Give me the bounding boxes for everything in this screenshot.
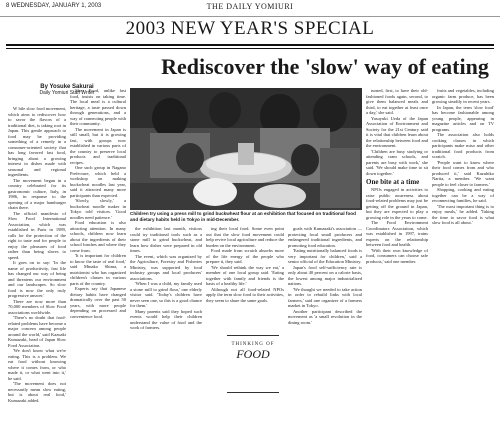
paragraph: 'With their own knowledge of food, consumers can choose safe products,' said one member. [366, 247, 428, 264]
paragraph: One such group in Nagano Prefecture, which held a workshop on making buckwheat noodles last year, said it attracted many more participants than expected. [70, 165, 126, 198]
paragraph: Shopping, cooking and eating together can be a way of reconnecting families, he said. [432, 187, 494, 203]
inset-line2: FOOD [236, 347, 270, 361]
paragraph: Yasuyuki Ueda of the Japan Association of Environment and Society for the 21st Century said it is vital that children learn about the relationship between food and the environment. [366, 115, 428, 148]
paragraph: turned, first, to have their old-fashioned foods again, second, to give them balanced meals and third, to eat together at least once a day,' she said. [366, 88, 428, 115]
paragraph: Although not all food-related NPOs apply the term slow food to their activities, they seem to share the same goals. [206, 286, 284, 303]
paragraph: 'When I was a child, my family used a stone mill to grind flour,' one elderly visitor said. 'Today's children have never seen one, so this is a good chance for them.' [130, 281, 202, 308]
paragraph: 'There's no doubt that food-related problems have become a major concern among people around the world,' said Kazuaki Kumazaki, head of Japan Slow Food Association. [8, 315, 66, 348]
paragraph: Food made from scratch absorbs more of the life energy of the people who prepare it, they said. [206, 248, 284, 264]
paragraph: 'We don't know what we're eating. This is a problem. We eat food without knowing where it comes from, or who made it, or what went into it,' he said. [8, 348, 66, 381]
paragraph: 'It is important for children to know the taste of real food,' said Minako Shima, a nutritionist who has organized children's classes in various parts of the country. [70, 253, 126, 286]
masthead-bar [0, 0, 500, 17]
section-title: 2003 NEW YEAR'S SPECIAL [125, 18, 375, 39]
article-column-7 [432, 88, 494, 434]
article-photo [130, 88, 362, 210]
section-rule [6, 44, 494, 46]
subhead-one-bite: One bite at a time [366, 178, 420, 186]
paragraph: The association also holds cooking classes in which participants make miso and other traditional food products from scratch. [432, 132, 494, 159]
paragraph: 'We thought we needed to take action in order to rebuild links with local farmers,' said one organizer of a farmers market in Tokyo. [288, 286, 362, 308]
paragraph: The Food Environment Coordinators Association, which was established in 1997, trains experts on the relationship between food and health. [366, 220, 428, 247]
section-rule-thin [6, 48, 494, 49]
paragraph: fruits and vegetables, including organic farm produce, has been growing steadily in recent years. [432, 88, 494, 104]
article-column-6 [366, 88, 428, 434]
byline-author: By Yosuke Sakurai [40, 84, 94, 90]
paragraph: Experts say that Japanese dietary habits have changed dramatically over the past 50 years, with more people depending on processed and convenience food. [70, 286, 126, 319]
article-column-3 [130, 226, 202, 434]
article-column-2 [70, 88, 126, 434]
paragraph: 'People want to know where their food comes from and who produced it,' said Kazuhiko Narita, a member. 'We want people to feel closer to farmers.' [432, 159, 494, 187]
article-headline: Rediscover the 'slow' way of eating [161, 54, 489, 79]
paragraph: 'Slowly, slowly,' a buckwheat noodle maker in Tokyo told visitors. 'Good noodles need patience.' [70, 198, 126, 220]
paragraph: ing their local food. Some even point out that the slow food movement could help revive local agriculture and reduce the burden on the environment. [206, 226, 284, 248]
paragraph: 'Eating nutritionally balanced foods is very important for children,' said a senior official of the Education Ministry. [288, 248, 362, 264]
photo-image [130, 88, 362, 210]
paragraph: goals with Kumazaki's association — protecting local small producers and endangered traditional ingredients, and promoting food education. [288, 226, 362, 248]
paragraph: The event, which was organized by the Agriculture, Forestry and Fisheries Ministry, was supported by food industry groups and local producers' associations. [130, 253, 202, 281]
paragraph: NPOs engaged in activities to raise public awareness about food-related problems may just be getting off the ground in Japan, but they are expected to play a growing role in the years to come. [366, 187, 428, 220]
paragraph: 'We should rethink the way we eat,' a member of one local group said. 'Eating together with family and friends is the basis of a healthy life.' [206, 264, 284, 286]
newspaper-name: THE DAILY YOMIURI [206, 2, 294, 11]
photo-caption: Children try using a press mill to grind buckwheat flour at an exhibition that focused on traditional food and dietary habits held in Tokyo in mid-December. [130, 211, 356, 222]
paragraph: Another participant described the movement as 'a small revolution in the dining room.' [288, 308, 362, 325]
page-info: 8 WEDNESDAY, JANUARY 1, 2003 [6, 3, 102, 9]
paragraph: W hile slow food movement, which aims to rediscover how to savor the flavors of a traditional diet, is taking root in Japan. This gentle approach to food may be providing something of a remedy in a consumer-oriented society that has long favored fast food, bringing about a growing interest in dishes made with seasonal and regional ingredients. [8, 106, 66, 177]
byline-role: Daily Yomiuri Staff Writer [39, 90, 95, 96]
paragraph: 'The most important thing is to enjoy meals,' he added. 'Taking the time to savor food is what slow food is all about.' [432, 203, 494, 225]
paragraph: The movement began in a country celebrated for its gastronomic culture, Italy, in 1986, in response to the opening of a major hamburger chain there. [8, 177, 66, 210]
paragraph: 'Children are busy studying or attending cram schools, and parents are busy with work,' she said. 'We should make time to sit down together.' [366, 148, 428, 176]
paragraph: The official manifesto of Slow Food International Association, which was established in Paris in 1989, calls for the protection of the right to taste and for people to enjoy the pleasures of food rather than being slaves to speed. [8, 210, 66, 260]
paragraph: In Japan, the term 'slow food' has become fashionable among young people, appearing in magazine articles and on TV programs. [432, 104, 494, 132]
article-column-5 [288, 226, 362, 434]
paragraph: Many parents said they hoped such events would help their children understand the value of food and the work of farmers. [130, 308, 202, 330]
paragraph: 'The movement does not necessarily mean slow eating, but is about real food,' Kumazaki added. [8, 381, 66, 403]
paragraph: the exhibition last month, visitors could try traditional tools such as a stone mill to grind buckwheat, and learn how dishes were prepared in old times. [130, 226, 202, 253]
paragraph: The movement in Japan is still small, but it is growing fast, with groups now established in various parts of the country to preserve local products and traditional recipes. [70, 126, 126, 165]
paragraph: There are now more than 70,000 members of Slow Food associations worldwide. [8, 298, 66, 315]
paragraph: Food education is also attracting attention. In many schools, children now learn about the ingredients of their school lunches and where they come from. [70, 220, 126, 253]
paragraph: It goes on to say: 'In the name of productivity, fast life has changed our way of being and threatens our environment and our landscapes. So slow food is now the only truly progressive answer.' [8, 260, 66, 298]
inset-line1: THINKING OF [231, 342, 275, 347]
article-column-4 [206, 226, 284, 332]
paragraph: Japan's food self-sufficiency rate is only about 40 percent on a calorie basis, the lowest among major industrialized nations. [288, 264, 362, 286]
article-column-1 [8, 106, 66, 434]
paragraph: Slow Food, unlike fast food, insists on taking time. The local meal is a cultural heritage, a taste passed down through generations, and a way of connecting people with their community. [70, 88, 126, 126]
thinking-of-food-inset [227, 335, 279, 393]
